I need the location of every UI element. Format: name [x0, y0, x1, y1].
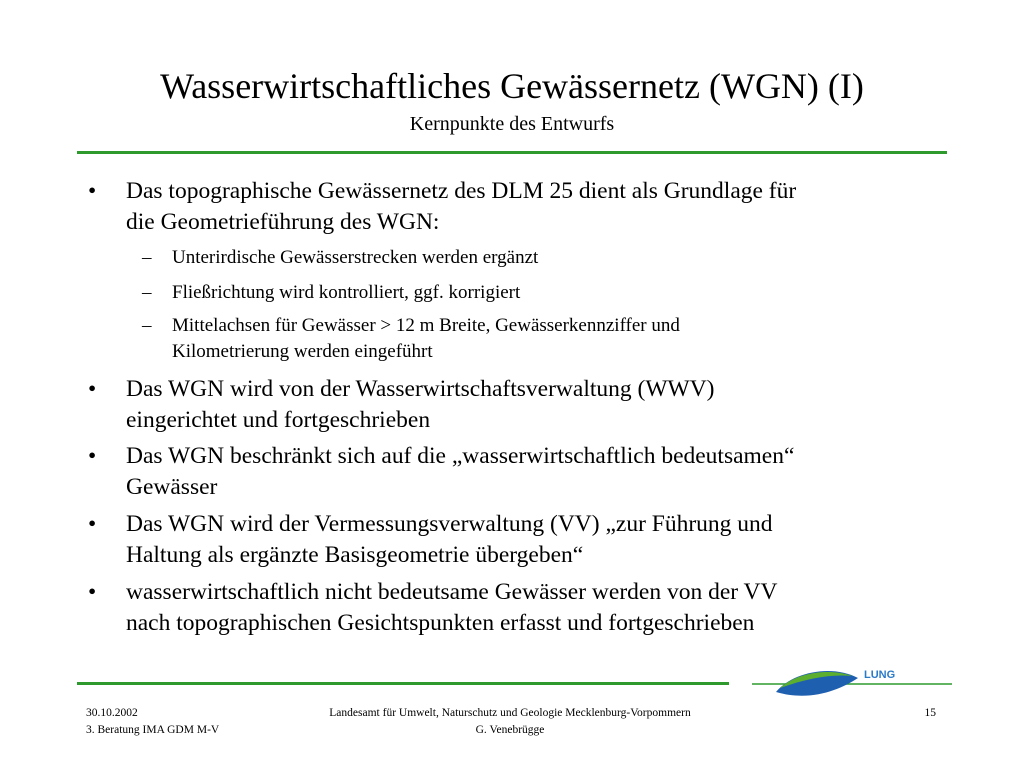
- bullet-marker: •: [88, 376, 97, 402]
- footer-date: 30.10.2002: [86, 707, 138, 719]
- footer-center: [290, 705, 730, 739]
- sub-bullet-marker: –: [142, 247, 152, 268]
- footer-event: 3. Beratung IMA GDM M-V: [86, 724, 220, 736]
- sub-bullet-line: Mittelachsen für Gewässer > 12 m Breite, Gewässerkennziffer und: [172, 315, 680, 336]
- bullet-item: [88, 441, 956, 503]
- bullet-line: Das WGN beschränkt sich auf die „wasserwirtschaftlich bedeutsamen“: [126, 443, 795, 469]
- bullet-marker: •: [88, 178, 97, 204]
- bullet-line: Das WGN wird der Vermessungsverwaltung (VV) „zur Führung und: [126, 511, 773, 537]
- bullet-line: die Geometrieführung des WGN:: [126, 209, 440, 235]
- logo-text: LUNG: [864, 669, 896, 681]
- sub-bullet-item: [142, 245, 892, 271]
- bullet-line: Haltung als ergänzte Basisgeometrie übergeben“: [126, 542, 584, 568]
- bullet-line: nach topographischen Gesichtspunkten erfasst und fortgeschrieben: [126, 610, 755, 636]
- sub-bullet-marker: –: [142, 315, 152, 336]
- footer-page-number: 15: [924, 707, 936, 719]
- bullet-line: Gewässer: [126, 474, 218, 500]
- slide-subtitle: Kernpunkte des Entwurfs: [409, 113, 615, 135]
- sub-bullet-marker: –: [142, 282, 152, 303]
- footer-divider: [77, 682, 729, 685]
- sub-bullet-line: Fließrichtung wird kontrolliert, ggf. korrigiert: [172, 282, 521, 303]
- sub-bullet-item: [142, 313, 892, 365]
- bullet-item: [88, 374, 956, 436]
- title-divider: [77, 151, 947, 154]
- bullet-line: Das WGN wird von der Wasserwirtschaftsverwaltung (WWV): [126, 376, 715, 402]
- bullet-line: eingerichtet und fortgeschrieben: [126, 407, 431, 433]
- bullet-marker: •: [88, 579, 97, 605]
- slide-title: Wasserwirtschaftliches Gewässernetz (WGN) (I): [160, 66, 864, 106]
- sub-bullet-line: Unterirdische Gewässerstrecken werden ergänzt: [172, 247, 539, 268]
- footer-left: [86, 705, 219, 739]
- footer-organization: Landesamt für Umwelt, Naturschutz und Geologie Mecklenburg-Vorpommern: [329, 707, 691, 719]
- sub-bullet-line: Kilometrierung werden eingeführt: [172, 341, 433, 362]
- bullet-item: [88, 509, 956, 571]
- lung-logo: [752, 662, 952, 702]
- bullet-item: [88, 577, 956, 639]
- bullet-item: [88, 176, 956, 238]
- sub-bullet-item: [142, 280, 892, 306]
- bullet-marker: •: [88, 511, 97, 537]
- bullet-line: Das topographische Gewässernetz des DLM 25 dient als Grundlage für: [126, 178, 797, 204]
- bullet-marker: •: [88, 443, 97, 469]
- bullet-line: wasserwirtschaftlich nicht bedeutsame Gewässer werden von der VV: [126, 579, 778, 605]
- footer-author: G. Venebrügge: [475, 724, 545, 736]
